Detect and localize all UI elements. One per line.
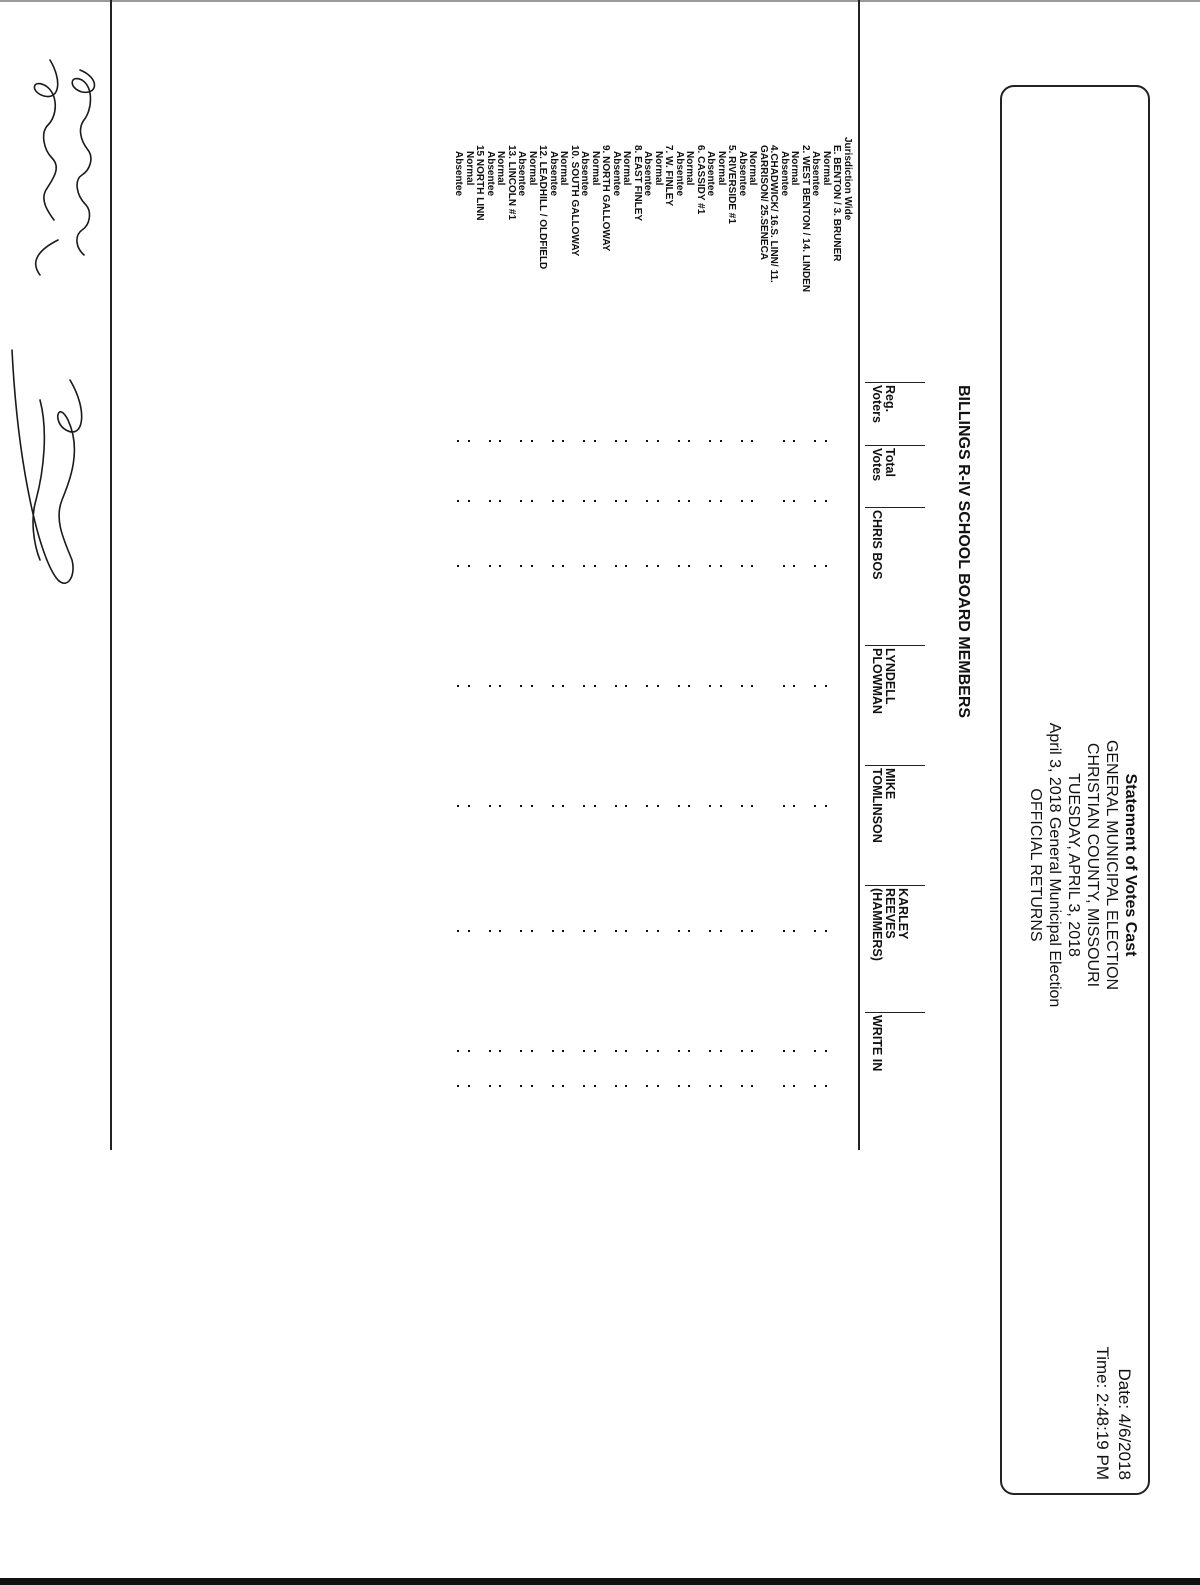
vote-cell-dot xyxy=(552,1050,554,1052)
title-line: TUESDAY, APRIL 3, 2018 xyxy=(1065,773,1082,957)
vote-cell-dot xyxy=(678,1050,680,1052)
vote-cell-dot xyxy=(500,685,502,687)
precinct-label: 9. NORTH GALLOWAY xyxy=(600,145,612,252)
vote-cell-dot xyxy=(815,565,817,567)
vote-cell-dot xyxy=(783,685,785,687)
vote-type-label: Absentee xyxy=(779,151,790,197)
vote-cell-dot xyxy=(458,565,460,567)
vote-cell-dot xyxy=(678,805,680,807)
title-line: Statement of Votes Cast xyxy=(1122,773,1139,957)
vote-cell-dot xyxy=(752,500,754,502)
vote-cell-dot xyxy=(752,930,754,932)
vote-cell-dot xyxy=(647,1050,649,1052)
precinct-label: 5. RIVERSIDE #1 xyxy=(726,145,738,224)
vote-cell-dot xyxy=(468,500,470,502)
vote-cell-dot xyxy=(678,500,680,502)
vote-cell-dot xyxy=(647,440,649,442)
vote-cell-dot xyxy=(615,565,617,567)
vote-cell-dot xyxy=(825,805,827,807)
column-header-line: WRITE IN xyxy=(870,1015,884,1072)
signature-3 xyxy=(12,350,82,583)
vote-cell-dot xyxy=(710,685,712,687)
column-separator xyxy=(865,645,925,646)
vote-cell-dot xyxy=(489,685,491,687)
vote-cell-dot xyxy=(752,1050,754,1052)
vote-cell-dot xyxy=(500,440,502,442)
vote-cell-dot xyxy=(815,685,817,687)
vote-cell-dot xyxy=(825,930,827,932)
vote-cell-dot xyxy=(647,685,649,687)
column-header-write-in xyxy=(870,1015,883,1071)
vote-cell-dot xyxy=(531,685,533,687)
vote-cell-dot xyxy=(458,440,460,442)
column-separator xyxy=(865,885,925,886)
vote-type-label: Normal xyxy=(716,151,727,186)
vote-cell-dot xyxy=(563,1050,565,1052)
column-header-chris-bos xyxy=(870,510,883,579)
vote-cell-dot xyxy=(552,565,554,567)
vote-type-label: Absentee xyxy=(516,151,528,197)
vote-cell-dot xyxy=(657,1085,659,1087)
vote-cell-dot xyxy=(815,1050,817,1052)
vote-cell-dot xyxy=(500,500,502,502)
vote-type-label: Normal xyxy=(684,151,696,186)
vote-cell-dot xyxy=(678,685,680,687)
title-line: CHRISTIAN COUNTY, MISSOURI xyxy=(1084,742,1101,988)
vote-cell-dot xyxy=(794,440,796,442)
vote-cell-dot xyxy=(815,1085,817,1087)
column-header-line: Voters xyxy=(870,385,884,423)
vote-cell-dot xyxy=(584,805,586,807)
vote-cell-dot xyxy=(689,930,691,932)
column-separator xyxy=(865,765,925,766)
precinct-label: E. BENTON / 3. BRUNER xyxy=(831,145,843,262)
vote-cell-dot xyxy=(521,1050,523,1052)
precinct-label: 7. W. FINLEY xyxy=(663,145,675,207)
vote-cell-dot xyxy=(500,565,502,567)
vote-cell-dot xyxy=(552,685,554,687)
vote-cell-dot xyxy=(458,1085,460,1087)
vote-type-label: Absentee xyxy=(548,151,559,197)
report-date: Date: 4/6/2018 xyxy=(1115,1368,1134,1480)
vote-cell-dot xyxy=(657,565,659,567)
vote-cell-dot xyxy=(741,500,743,502)
precinct-label: 6. CASSIDY #1 xyxy=(695,145,706,215)
vote-cell-dot xyxy=(563,440,565,442)
vote-cell-dot xyxy=(741,1050,743,1052)
vote-cell-dot xyxy=(626,1050,628,1052)
vote-cell-dot xyxy=(594,1050,596,1052)
vote-cell-dot xyxy=(521,500,523,502)
column-header-lyndell-plowman xyxy=(870,648,896,714)
vote-cell-dot xyxy=(741,1085,743,1087)
vote-cell-dot xyxy=(531,565,533,567)
vote-cell-dot xyxy=(594,500,596,502)
vote-cell-dot xyxy=(594,565,596,567)
vote-cell-dot xyxy=(710,440,712,442)
vote-cell-dot xyxy=(689,1085,691,1087)
vote-cell-dot xyxy=(489,930,491,932)
vote-cell-dot xyxy=(615,685,617,687)
vote-cell-dot xyxy=(615,1050,617,1052)
vote-cell-dot xyxy=(584,500,586,502)
vote-cell-dot xyxy=(489,1085,491,1087)
vote-cell-dot xyxy=(647,500,649,502)
vote-cell-dot xyxy=(752,440,754,442)
precinct-label: 15 NORTH LINN xyxy=(474,145,486,221)
column-header-line: LYNDELL xyxy=(883,648,897,705)
vote-cell-dot xyxy=(521,565,523,567)
vote-cell-dot xyxy=(626,685,628,687)
vote-cell-dot xyxy=(500,1085,502,1087)
vote-cell-dot xyxy=(825,440,827,442)
vote-cell-dot xyxy=(521,440,523,442)
vote-type-label: Normal xyxy=(590,151,601,186)
report-time: Time: 2:48:19 PM xyxy=(1093,1346,1112,1480)
column-separator xyxy=(865,507,925,508)
vote-cell-dot xyxy=(720,1050,722,1052)
vote-cell-dot xyxy=(552,930,554,932)
vote-cell-dot xyxy=(489,500,491,502)
vote-cell-dot xyxy=(720,930,722,932)
vote-cell-dot xyxy=(489,805,491,807)
vote-cell-dot xyxy=(657,1050,659,1052)
vote-type-label: Absentee xyxy=(485,151,496,197)
vote-cell-dot xyxy=(741,930,743,932)
report-title xyxy=(1026,515,1140,1215)
vote-type-label: Absentee xyxy=(705,151,717,197)
vote-cell-dot xyxy=(689,685,691,687)
vote-cell-dot xyxy=(794,930,796,932)
vote-cell-dot xyxy=(815,930,817,932)
vote-cell-dot xyxy=(594,440,596,442)
vote-cell-dot xyxy=(468,565,470,567)
vote-cell-dot xyxy=(489,440,491,442)
vote-cell-dot xyxy=(489,565,491,567)
vote-cell-dot xyxy=(657,805,659,807)
column-header-line: Votes xyxy=(870,448,884,482)
column-header-karley-reeves xyxy=(870,888,909,961)
vote-cell-dot xyxy=(563,500,565,502)
vote-cell-dot xyxy=(647,565,649,567)
vote-cell-dot xyxy=(752,565,754,567)
title-line: OFFICIAL RETURNS xyxy=(1027,788,1044,942)
vote-type-label: Absentee xyxy=(453,151,465,197)
vote-cell-dot xyxy=(594,685,596,687)
vote-cell-dot xyxy=(710,930,712,932)
vote-cell-dot xyxy=(825,500,827,502)
vote-cell-dot xyxy=(657,500,659,502)
precinct-label: 2. WEST BENTON / 14. LINDEN xyxy=(800,145,811,293)
vote-cell-dot xyxy=(531,440,533,442)
vote-cell-dot xyxy=(563,805,565,807)
vote-cell-dot xyxy=(584,930,586,932)
vote-cell-dot xyxy=(584,440,586,442)
vote-cell-dot xyxy=(825,1085,827,1087)
signature-1 xyxy=(72,70,94,255)
vote-cell-dot xyxy=(783,500,785,502)
vote-cell-dot xyxy=(458,685,460,687)
vote-cell-dot xyxy=(594,805,596,807)
column-header-reg-voters xyxy=(870,385,896,423)
vote-type-label: Absentee xyxy=(737,151,748,197)
vote-cell-dot xyxy=(815,500,817,502)
signatures xyxy=(0,0,110,600)
vote-cell-dot xyxy=(783,1050,785,1052)
vote-cell-dot xyxy=(657,930,659,932)
vote-cell-dot xyxy=(563,1085,565,1087)
vote-type-label: Normal xyxy=(464,151,475,186)
vote-cell-dot xyxy=(531,805,533,807)
vote-cell-dot xyxy=(720,500,722,502)
vote-cell-dot xyxy=(689,440,691,442)
column-separator xyxy=(865,1012,925,1013)
vote-cell-dot xyxy=(626,565,628,567)
vote-type-label: Normal xyxy=(789,151,801,186)
column-header-line: PLOWMAN xyxy=(870,648,884,714)
vote-cell-dot xyxy=(741,565,743,567)
jurisdiction-label: Jurisdiction Wide xyxy=(842,137,853,221)
vote-cell-dot xyxy=(657,440,659,442)
precinct-label: GARRISON/ 25.SENECA xyxy=(758,145,769,261)
vote-cell-dot xyxy=(594,930,596,932)
vote-cell-dot xyxy=(689,500,691,502)
vote-type-label: Normal xyxy=(653,151,664,186)
vote-cell-dot xyxy=(531,1085,533,1087)
column-header-line: Reg. xyxy=(883,385,897,413)
vote-cell-dot xyxy=(626,1085,628,1087)
vote-cell-dot xyxy=(720,440,722,442)
vote-cell-dot xyxy=(626,805,628,807)
vote-cell-dot xyxy=(794,805,796,807)
vote-cell-dot xyxy=(752,1085,754,1087)
vote-cell-dot xyxy=(489,1050,491,1052)
vote-cell-dot xyxy=(647,805,649,807)
vote-cell-dot xyxy=(468,1050,470,1052)
column-header-line: CHRIS BOS xyxy=(870,510,884,580)
precinct-label: 13. LINCOLN #1 xyxy=(506,145,517,221)
vote-cell-dot xyxy=(689,1050,691,1052)
table-bottom-rule xyxy=(110,0,112,1150)
vote-type-label: Normal xyxy=(821,151,832,186)
vote-cell-dot xyxy=(531,1050,533,1052)
vote-cell-dot xyxy=(752,685,754,687)
vote-cell-dot xyxy=(468,1085,470,1087)
vote-cell-dot xyxy=(710,805,712,807)
vote-cell-dot xyxy=(794,1050,796,1052)
column-header-mike-tomlinson xyxy=(870,768,896,843)
vote-type-label: Absentee xyxy=(674,151,685,197)
vote-cell-dot xyxy=(720,1085,722,1087)
vote-cell-dot xyxy=(741,805,743,807)
vote-type-label: Absentee xyxy=(611,151,622,197)
vote-cell-dot xyxy=(615,440,617,442)
table-top-rule xyxy=(858,0,860,1150)
vote-cell-dot xyxy=(552,1085,554,1087)
vote-cell-dot xyxy=(647,1085,649,1087)
vote-type-label: Absentee xyxy=(810,151,822,197)
vote-cell-dot xyxy=(626,440,628,442)
vote-cell-dot xyxy=(710,1050,712,1052)
precinct-label: 8. EAST FINLEY xyxy=(632,145,643,222)
vote-cell-dot xyxy=(468,685,470,687)
vote-cell-dot xyxy=(615,500,617,502)
vote-cell-dot xyxy=(678,1085,680,1087)
vote-cell-dot xyxy=(825,565,827,567)
vote-cell-dot xyxy=(794,500,796,502)
vote-type-label: Normal xyxy=(621,151,633,186)
vote-type-label: Normal xyxy=(558,151,570,186)
vote-cell-dot xyxy=(615,930,617,932)
vote-cell-dot xyxy=(563,565,565,567)
vote-cell-dot xyxy=(500,1050,502,1052)
vote-cell-dot xyxy=(626,500,628,502)
column-header-total-votes xyxy=(870,448,896,481)
vote-cell-dot xyxy=(647,930,649,932)
vote-cell-dot xyxy=(458,1050,460,1052)
jurisdiction-list xyxy=(453,137,852,382)
vote-cell-dot xyxy=(710,500,712,502)
vote-cell-dot xyxy=(815,805,817,807)
report-timestamp xyxy=(1091,1330,1135,1480)
vote-cell-dot xyxy=(458,500,460,502)
vote-cell-dot xyxy=(584,565,586,567)
vote-cell-dot xyxy=(752,805,754,807)
vote-cell-dot xyxy=(689,565,691,567)
vote-cell-dot xyxy=(710,565,712,567)
vote-cell-dot xyxy=(521,685,523,687)
vote-cell-dot xyxy=(720,805,722,807)
vote-cell-dot xyxy=(794,685,796,687)
vote-cell-dot xyxy=(815,440,817,442)
title-line: April 3, 2018 General Municipal Election xyxy=(1046,722,1063,1008)
vote-cell-dot xyxy=(783,565,785,567)
vote-cell-dot xyxy=(678,930,680,932)
column-separator xyxy=(865,382,925,383)
vote-cell-dot xyxy=(741,440,743,442)
vote-cell-dot xyxy=(468,930,470,932)
vote-cell-dot xyxy=(531,930,533,932)
vote-cell-dot xyxy=(521,805,523,807)
vote-cell-dot xyxy=(584,685,586,687)
vote-type-label: Absentee xyxy=(579,151,591,197)
vote-type-label: Absentee xyxy=(642,151,654,197)
vote-cell-dot xyxy=(657,685,659,687)
vote-cell-dot xyxy=(794,565,796,567)
vote-cell-dot xyxy=(552,440,554,442)
vote-cell-dot xyxy=(500,805,502,807)
vote-type-label: Normal xyxy=(527,151,538,186)
vote-cell-dot xyxy=(615,805,617,807)
vote-cells xyxy=(132,385,852,1165)
vote-cell-dot xyxy=(783,1085,785,1087)
vote-cell-dot xyxy=(594,1085,596,1087)
vote-cell-dot xyxy=(678,565,680,567)
vote-cell-dot xyxy=(678,440,680,442)
vote-cell-dot xyxy=(783,930,785,932)
column-header-line: REEVES xyxy=(883,888,897,939)
vote-cell-dot xyxy=(552,500,554,502)
column-separator xyxy=(865,445,925,446)
vote-cell-dot xyxy=(458,805,460,807)
precinct-label: 10. SOUTH GALLOWAY xyxy=(569,145,580,257)
vote-cell-dot xyxy=(458,930,460,932)
vote-cell-dot xyxy=(615,1085,617,1087)
vote-cell-dot xyxy=(563,930,565,932)
vote-type-label: Normal xyxy=(495,151,507,186)
column-header-line: KARLEY xyxy=(896,888,910,940)
vote-cell-dot xyxy=(720,565,722,567)
vote-cell-dot xyxy=(584,1085,586,1087)
vote-cell-dot xyxy=(710,1085,712,1087)
precinct-label: 12. LEADHILL / OLDFIELD xyxy=(537,145,549,270)
vote-cell-dot xyxy=(794,1085,796,1087)
vote-type-label: Normal xyxy=(747,151,759,186)
vote-cell-dot xyxy=(825,1050,827,1052)
signature-2 xyxy=(34,60,58,275)
contest-title: BILLINGS R-IV SCHOOL BOARD MEMBERS xyxy=(955,385,972,719)
vote-cell-dot xyxy=(584,1050,586,1052)
vote-cell-dot xyxy=(626,930,628,932)
column-header-line: MIKE xyxy=(883,768,897,800)
vote-cell-dot xyxy=(825,685,827,687)
vote-cell-dot xyxy=(783,805,785,807)
vote-cell-dot xyxy=(468,805,470,807)
column-header-line: TOMLINSON xyxy=(870,768,884,843)
title-line: GENERAL MUNICIPAL ELECTION xyxy=(1103,739,1120,991)
vote-cell-dot xyxy=(720,685,722,687)
precinct-label: 4.CHADWICK/ 16.S. LINN/ 11. xyxy=(768,145,780,283)
vote-cell-dot xyxy=(521,930,523,932)
vote-cell-dot xyxy=(783,440,785,442)
vote-cell-dot xyxy=(563,685,565,687)
vote-cell-dot xyxy=(521,1085,523,1087)
vote-cell-dot xyxy=(741,685,743,687)
vote-cell-dot xyxy=(552,805,554,807)
vote-cell-dot xyxy=(500,930,502,932)
column-header-line: Total xyxy=(883,448,897,477)
vote-cell-dot xyxy=(689,805,691,807)
column-header-line: (HAMMERS) xyxy=(870,888,884,961)
vote-cell-dot xyxy=(531,500,533,502)
vote-cell-dot xyxy=(468,440,470,442)
